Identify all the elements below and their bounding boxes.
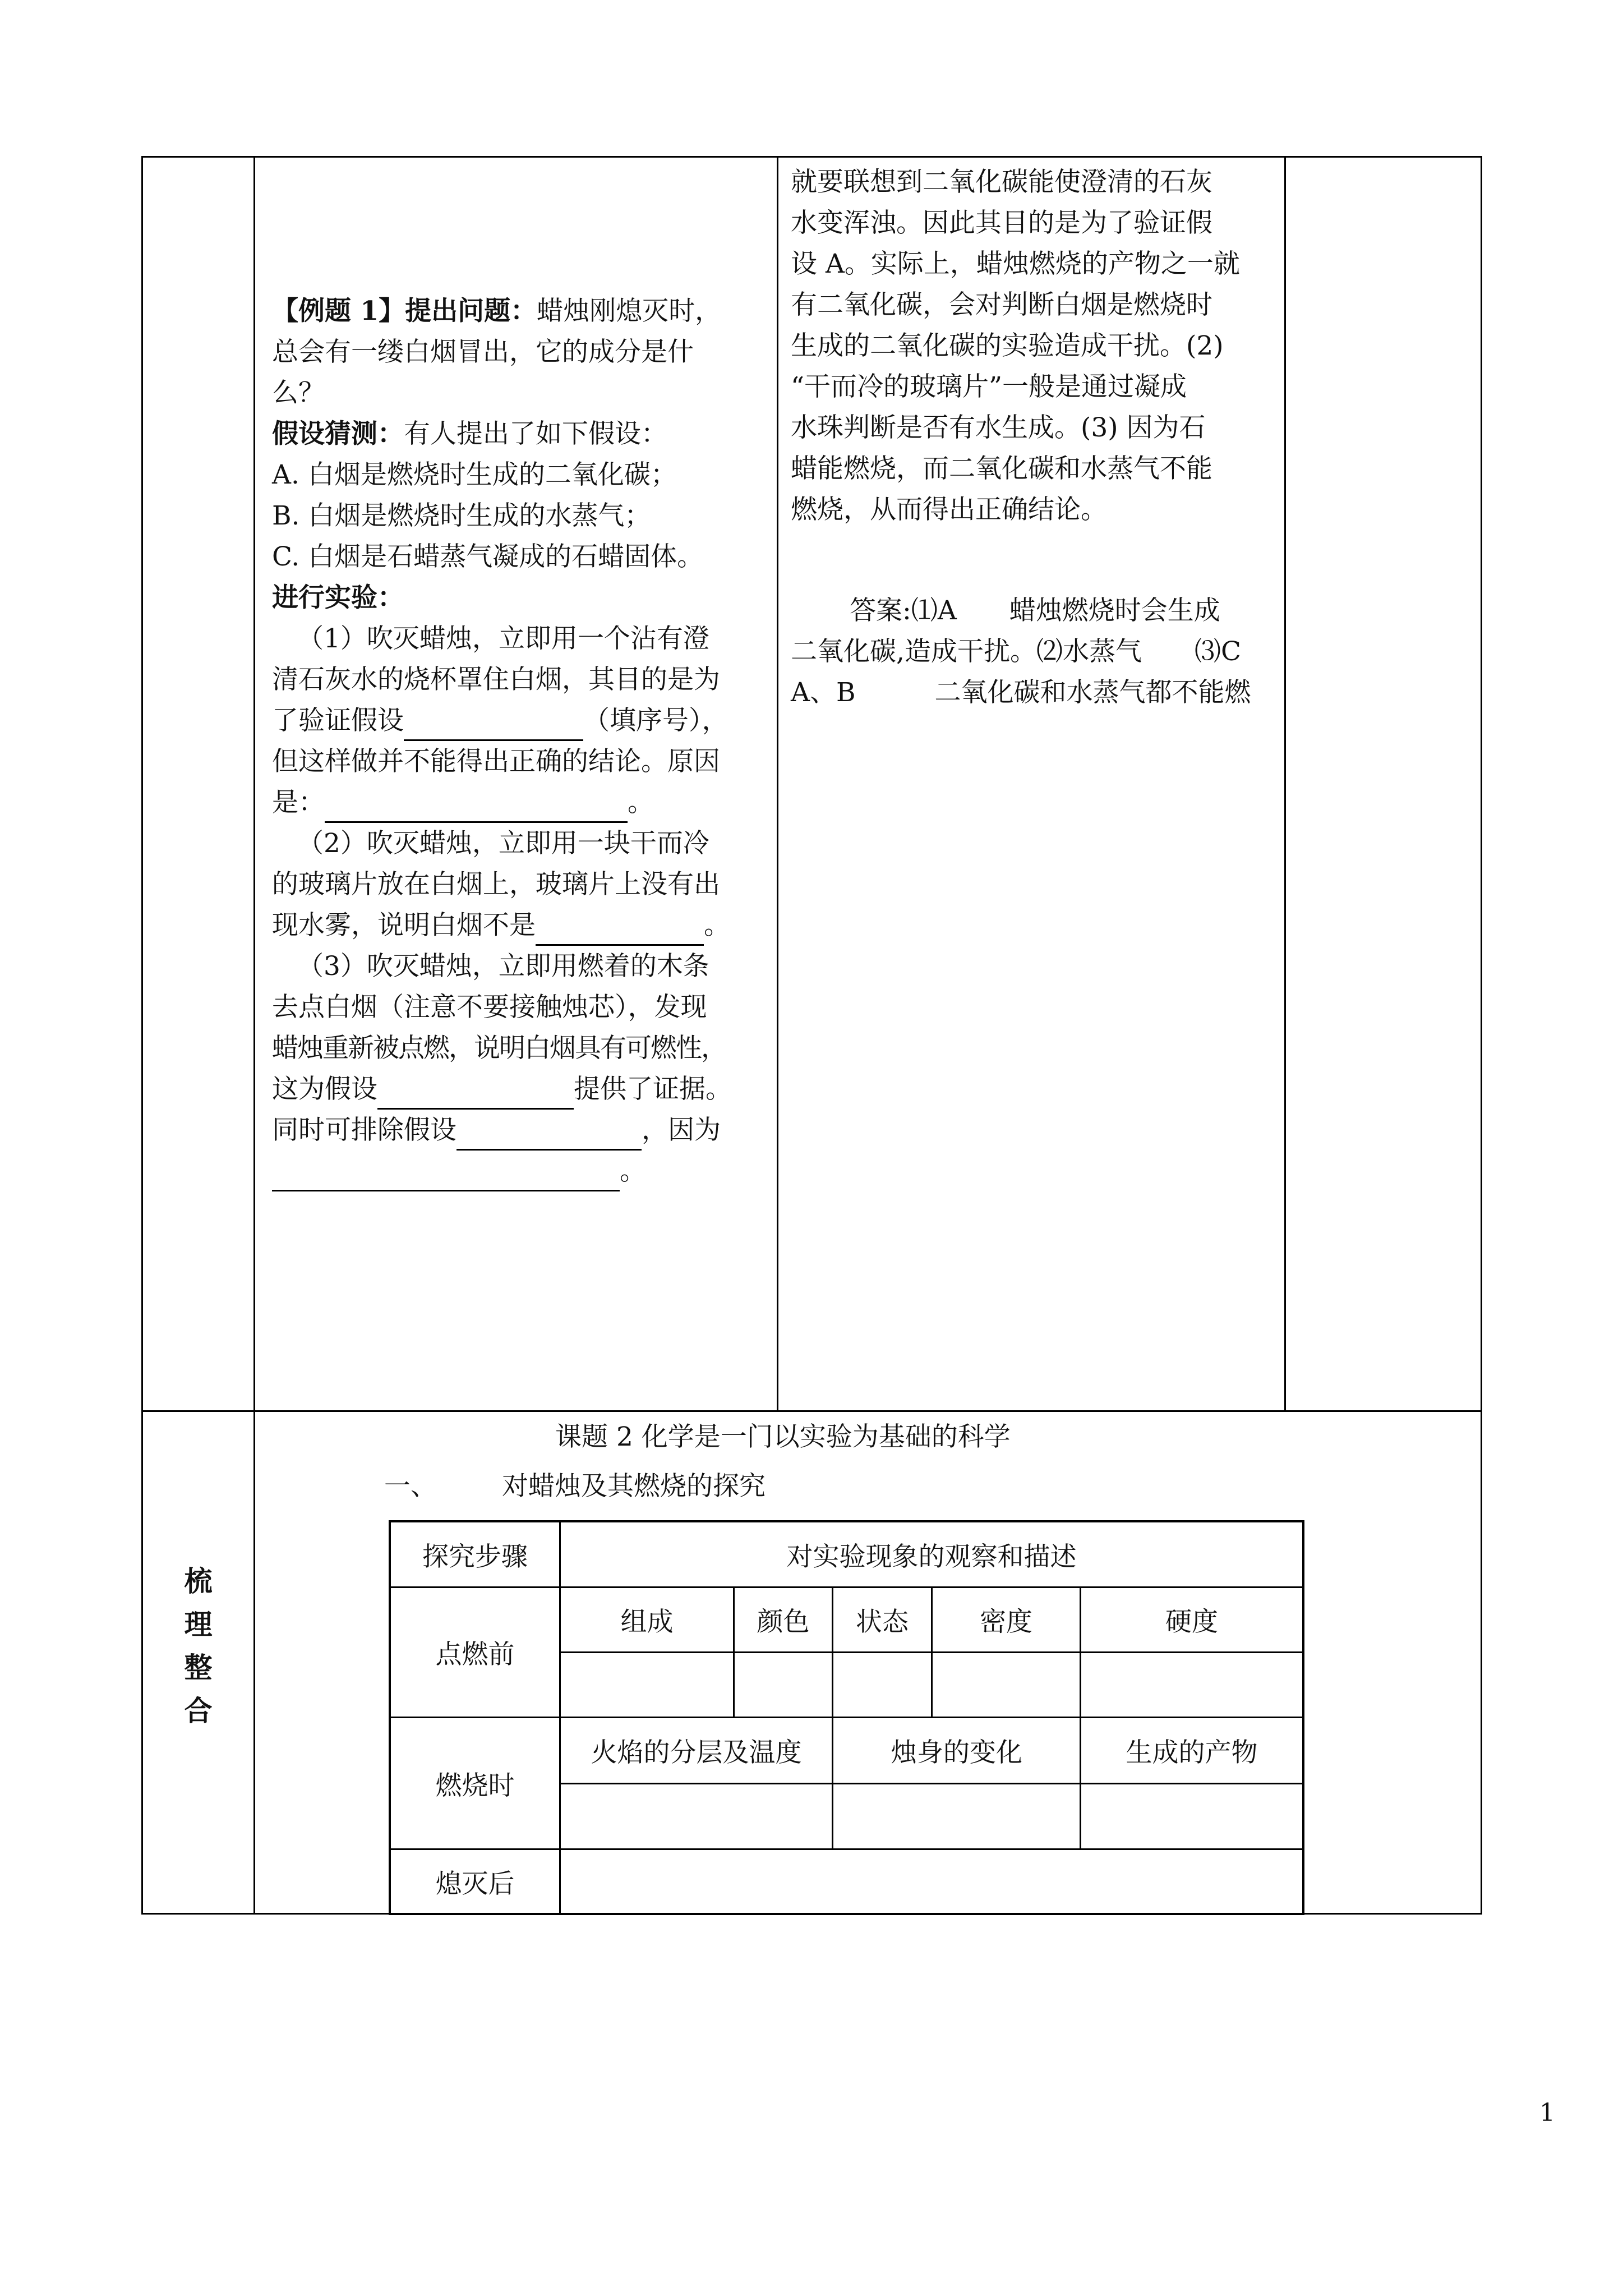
analysis-line: 设 A。实际上，蜡烛燃烧的产物之一就 <box>791 249 1240 279</box>
analysis-line: 燃烧，从而得出正确结论。 <box>791 494 1107 525</box>
question-line-1: 蜡烛刚熄灭时， <box>537 296 722 326</box>
exp3-line-3: 蜡烛重新被点燃，说明白烟具有可燃性， <box>272 1033 726 1064</box>
option-c: C. 白烟是石蜡蒸气凝成的石蜡固体。 <box>272 541 704 572</box>
question-line-2: 总会有一缕白烟冒出，它的成分是什 <box>272 337 694 367</box>
analysis-line: 水珠判断是否有水生成。(3) 因为石 <box>791 412 1206 443</box>
fill-cell-hardness[interactable] <box>1081 1653 1302 1717</box>
col-divider-2 <box>777 156 778 1411</box>
outer-top-border <box>141 156 1482 158</box>
row-before-label: 点燃前 <box>435 1639 515 1670</box>
outer-right-border <box>1481 156 1482 1915</box>
exp3-line-5b: ，因为 <box>642 1115 721 1145</box>
fill-cell-products[interactable] <box>1081 1784 1302 1848</box>
section-number: 一、 <box>384 1471 437 1502</box>
answer-blank-1[interactable] <box>404 711 583 741</box>
row-during-label: 燃烧时 <box>435 1770 515 1801</box>
exp2-line-3b: 。 <box>704 910 730 941</box>
side-char: 梳 <box>184 1565 213 1598</box>
fill-cell-composition[interactable] <box>561 1653 733 1717</box>
col-color: 颜色 <box>757 1607 810 1637</box>
exp1-line-1: （1）吹灭蜡烛，立即用一个沾有澄 <box>297 623 709 654</box>
answer-line-1: 答案:⑴A 蜡烛燃烧时会生成 <box>850 595 1220 626</box>
exp1-line-3a: 了验证假设 <box>272 705 404 736</box>
exp2-line-2: 的玻璃片放在白烟上，玻璃片上没有出 <box>272 869 720 900</box>
exp2-line-3a: 现水雾，说明白烟不是 <box>272 910 536 941</box>
row-after-label: 熄灭后 <box>435 1868 515 1899</box>
summary-side-label <box>143 1559 253 1732</box>
exp1-line-5a: 是： <box>272 787 325 818</box>
analysis-line: 蜡能燃烧，而二氧化碳和水蒸气不能 <box>791 453 1212 484</box>
analysis-line: 水变浑浊。因此其目的是为了验证假 <box>791 208 1212 238</box>
exp3-line-4a: 这为假设 <box>272 1074 377 1105</box>
fill-cell-color[interactable] <box>735 1653 832 1717</box>
fill-cell-after[interactable] <box>561 1850 1302 1913</box>
header-observation: 对实验现象的观察和描述 <box>786 1541 1077 1572</box>
exp3-line-4b: 提供了证据。 <box>574 1074 732 1105</box>
answer-blank-2[interactable] <box>325 793 628 823</box>
col-flame-layers: 火焰的分层及温度 <box>591 1737 802 1768</box>
fill-cell-flame[interactable] <box>561 1784 832 1848</box>
fill-cell-state[interactable] <box>833 1653 931 1717</box>
exp3-line-5a: 同时可排除假设 <box>272 1115 457 1145</box>
fill-cell-body[interactable] <box>833 1784 1080 1848</box>
exp3-line-2: 去点白烟（注意不要接触烛芯），发现 <box>272 992 707 1023</box>
row-divider <box>141 1410 1482 1412</box>
analysis-line: “干而冷的玻璃片”一般是通过凝成 <box>791 371 1187 402</box>
col-hardness: 硬度 <box>1165 1607 1218 1637</box>
option-b: B. 白烟是燃烧时生成的水蒸气； <box>272 500 651 531</box>
example-tag: 【例题 1】 <box>272 296 405 326</box>
exp1-line-4: 但这样做并不能得出正确的结论。原因 <box>272 746 720 777</box>
side-char: 理 <box>184 1608 213 1641</box>
experiment-label: 进行实验： <box>272 582 404 613</box>
col-divider-1 <box>253 156 255 1915</box>
answer-blank-4[interactable] <box>377 1080 574 1110</box>
exp1-line-5b: 。 <box>628 787 654 818</box>
answer-line-3: A、B 二氧化碳和水蒸气都不能燃 <box>791 677 1251 708</box>
answer-line-2: 二氧化碳,造成干扰。⑵水蒸气 ⑶C <box>791 636 1241 667</box>
col-candle-body: 烛身的变化 <box>891 1737 1022 1768</box>
lesson-title: 课题 2 化学是一门以实验为基础的科学 <box>555 1421 1011 1452</box>
col-products: 生成的产物 <box>1126 1737 1258 1768</box>
col-state: 状态 <box>856 1607 909 1637</box>
col-divider-3 <box>1284 156 1286 1411</box>
col-density: 密度 <box>980 1607 1032 1637</box>
side-char: 合 <box>184 1694 213 1727</box>
hypothesis-text: 有人提出了如下假设： <box>404 418 667 449</box>
section-title: 对蜡烛及其燃烧的探究 <box>502 1471 766 1502</box>
exp3-line-1: （3）吹灭蜡烛，立即用燃着的木条 <box>297 951 709 982</box>
fill-cell-density[interactable] <box>933 1653 1080 1717</box>
analysis-line: 有二氧化碳，会对判断白烟是燃烧时 <box>791 289 1212 320</box>
exp1-line-2: 清石灰水的烧杯罩住白烟，其目的是为 <box>272 664 720 695</box>
exp3-line-6b: 。 <box>620 1156 646 1186</box>
page-number: 1 <box>1539 2099 1555 2127</box>
exp2-line-1: （2）吹灭蜡烛，立即用一块干而冷 <box>297 828 709 859</box>
col-composition: 组成 <box>620 1607 674 1637</box>
hypothesis-label: 假设猜测： <box>272 418 404 449</box>
answer-blank-5[interactable] <box>457 1121 642 1151</box>
analysis-line: 就要联想到二氧化碳能使澄清的石灰 <box>791 167 1212 197</box>
exp1-line-3b: （填序号）， <box>583 705 728 736</box>
question-label: 提出问题： <box>405 296 537 326</box>
header-step: 探究步骤 <box>422 1541 528 1572</box>
side-char: 整 <box>184 1651 213 1684</box>
analysis-line: 生成的二氧化碳的实验造成干扰。(2) <box>791 330 1224 361</box>
answer-blank-3[interactable] <box>536 916 704 946</box>
option-a: A. 白烟是燃烧时生成的二氧化碳； <box>272 459 677 490</box>
answer-blank-6[interactable] <box>272 1162 620 1191</box>
question-line-3: 么？ <box>272 378 325 408</box>
